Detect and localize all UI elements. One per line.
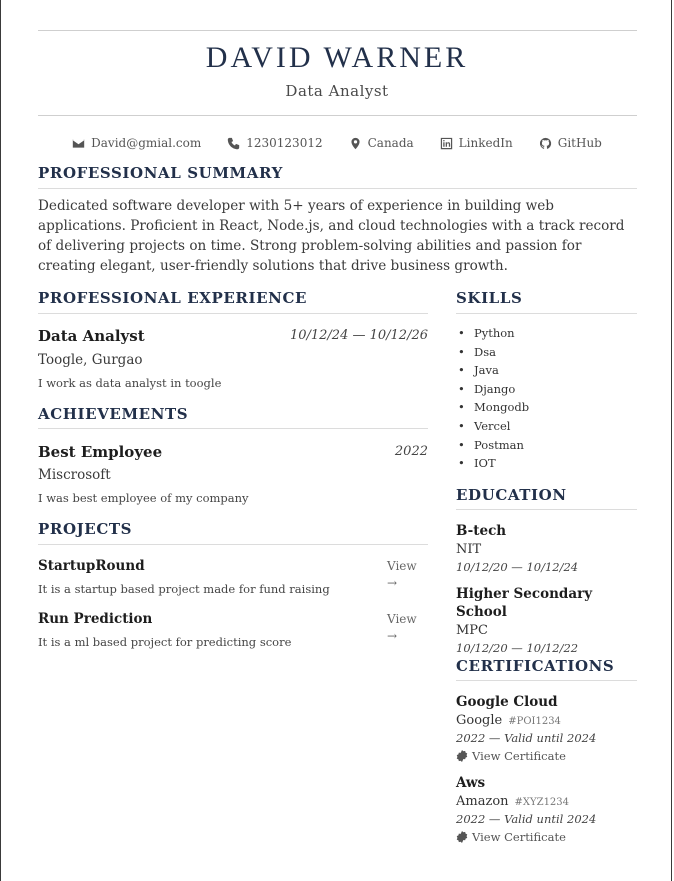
education-heading: EDUCATION — [456, 486, 567, 504]
contact-phone[interactable] — [227, 136, 322, 150]
map-marker-icon — [349, 137, 362, 150]
education-school: NIT — [456, 542, 482, 557]
view-certificate-text: View Certificate — [472, 830, 566, 844]
github-icon — [539, 137, 552, 150]
job-company: Toogle, Gurgao — [38, 352, 143, 368]
certification-issuer: Amazon — [456, 794, 509, 809]
certification-id: #XYZ1234 — [514, 797, 570, 808]
header-top-rule — [38, 30, 637, 31]
contact-location — [349, 136, 414, 150]
candidate-name: DAVID WARNER — [205, 41, 469, 74]
certifications-heading: CERTIFICATIONS — [456, 657, 615, 675]
certificate-icon — [456, 750, 468, 762]
education-school: MPC — [456, 623, 489, 638]
achievement-title: Best Employee — [38, 443, 163, 461]
skill-item: • Postman — [456, 436, 529, 455]
skill-item: • Mongodb — [456, 398, 529, 417]
skill-item: • Django — [456, 380, 529, 399]
contact-location-text: Canada — [367, 136, 414, 150]
skill-item: • Python — [456, 324, 529, 343]
education-degree: B-tech — [456, 523, 507, 539]
contact-email[interactable] — [72, 136, 201, 150]
certification-validity: 2022 — Valid until 2024 — [456, 812, 597, 826]
project-view-link[interactable]: View → — [387, 559, 417, 590]
job-dates: 10/12/24 — 10/12/26 — [289, 328, 428, 343]
job-description: I work as data analyst in toogle — [38, 376, 222, 390]
project-description: It is a startup based project made for fund raising — [38, 582, 330, 596]
certification-name: Aws — [456, 775, 486, 791]
contact-github-text: GitHub — [557, 136, 602, 150]
project-description: It is a ml based project for predicting score — [38, 635, 292, 649]
summary-rule — [38, 188, 637, 189]
view-certificate-link[interactable] — [456, 830, 566, 844]
skill-item: • Vercel — [456, 417, 529, 436]
experience-rule — [38, 313, 428, 314]
skills-heading: SKILLS — [456, 289, 523, 307]
skill-item: • Dsa — [456, 343, 529, 362]
skills-rule — [456, 313, 637, 314]
certification-id: #POI1234 — [508, 716, 561, 727]
envelope-icon — [72, 137, 85, 150]
contact-linkedin-text: LinkedIn — [458, 136, 513, 150]
certification-validity: 2022 — Valid until 2024 — [456, 731, 597, 745]
project-name: Run Prediction — [38, 611, 153, 627]
achievement-year: 2022 — [394, 444, 428, 459]
contact-bar — [0, 136, 674, 150]
candidate-title: Data Analyst — [285, 82, 389, 100]
certifications-rule — [456, 680, 637, 681]
certification-name: Google Cloud — [456, 694, 558, 710]
certificate-icon — [456, 831, 468, 843]
contact-phone-text: 1230123012 — [246, 136, 323, 150]
view-certificate-text: View Certificate — [472, 749, 566, 763]
skills-list — [456, 324, 529, 473]
phone-icon — [227, 137, 240, 150]
achievement-description: I was best employee of my company — [38, 491, 249, 505]
contact-linkedin[interactable] — [440, 136, 513, 150]
header-bottom-rule — [38, 115, 637, 116]
achievement-org: Miscrosoft — [38, 467, 111, 483]
project-view-link[interactable]: View → — [387, 612, 417, 643]
education-dates: 10/12/20 — 10/12/22 — [456, 641, 579, 655]
contact-email-text: David@gmial.com — [91, 136, 202, 150]
education-rule — [456, 509, 637, 510]
contact-github[interactable] — [539, 136, 602, 150]
project-name: StartupRound — [38, 558, 145, 574]
summary-text: Dedicated software developer with 5+ years of experience in building web applications. Proficient in React, Node.js, and cloud technologies with a track record of delivering projects on time. Strong problem-solving abilities and passion for creating elegant, user-friendly solutions that drive business growth. — [38, 198, 625, 274]
education-degree: Higher Secondary School — [456, 586, 593, 620]
summary-heading: PROFESSIONAL SUMMARY — [38, 164, 283, 182]
projects-rule — [38, 544, 428, 545]
linkedin-icon — [440, 137, 453, 150]
skill-item: • IOT — [456, 454, 529, 473]
projects-heading: PROJECTS — [38, 520, 133, 538]
experience-heading: PROFESSIONAL EXPERIENCE — [38, 289, 308, 307]
education-dates: 10/12/20 — 10/12/24 — [456, 560, 579, 574]
job-title: Data Analyst — [38, 327, 145, 345]
certification-issuer-line — [456, 794, 569, 809]
certification-issuer-line — [456, 713, 561, 728]
certification-issuer: Google — [456, 713, 503, 728]
achievements-rule — [38, 428, 428, 429]
achievements-heading: ACHIEVEMENTS — [38, 405, 189, 423]
view-certificate-link[interactable] — [456, 749, 566, 763]
skill-item: • Java — [456, 361, 529, 380]
